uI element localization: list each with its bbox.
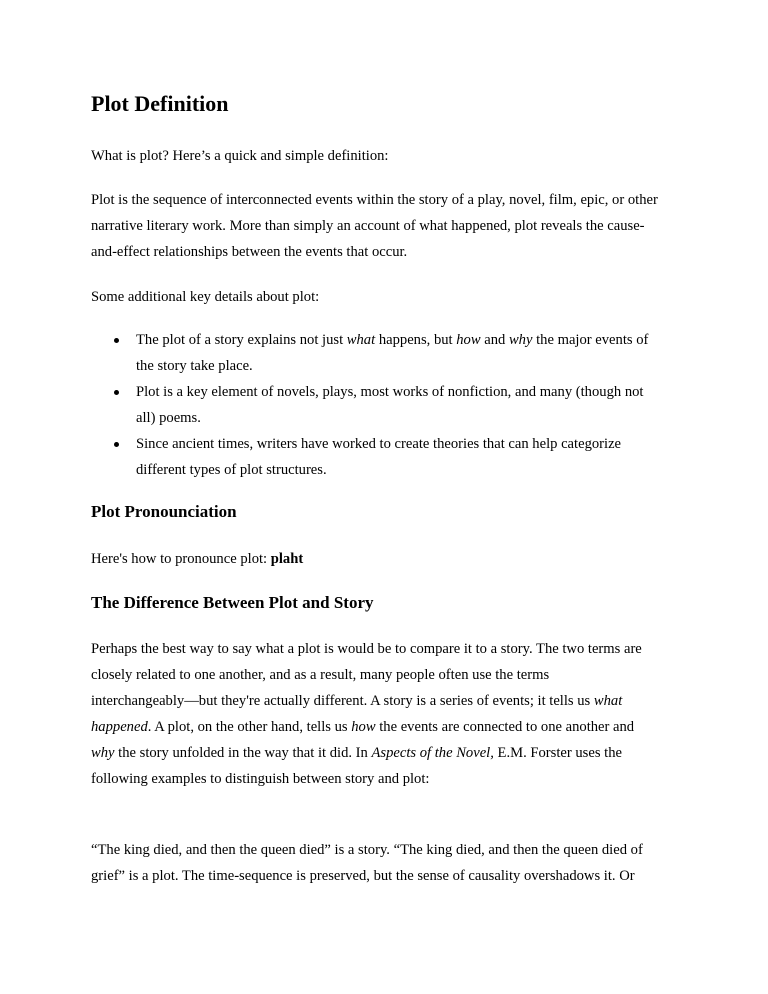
list-item-line: different types of plot structures.: [136, 462, 327, 478]
paragraph-line: grief” is a plot. The time-sequence is preserved, but the sense of causality overshadows it. Or: [91, 868, 635, 884]
list-item-line: the story take place.: [136, 358, 253, 374]
list-item: [91, 379, 681, 431]
list-item: [91, 327, 681, 379]
paragraph-line: closely related to one another, and as a result, many people often use the terms: [91, 667, 550, 683]
page-title: Plot Definition: [91, 91, 229, 116]
definition-line: Plot is the sequence of interconnected events within the story of a play, novel, film, epic, or other: [91, 192, 658, 208]
paragraph-line: why the story unfolded in the way that it did. In Aspects of the Novel, E.M. Forster uses the: [91, 745, 622, 761]
bullet-icon: [114, 390, 119, 395]
definition-paragraph: [91, 187, 681, 265]
list-item: [91, 431, 681, 483]
definition-line: narrative literary work. More than simply an account of what happened, plot reveals the cause-: [91, 218, 645, 234]
details-intro: Some additional key details about plot:: [91, 289, 320, 305]
list-item-line: Since ancient times, writers have worked to create theories that can help categorize: [136, 436, 622, 452]
paragraph-line: Perhaps the best way to say what a plot is would be to compare it to a story. The two terms are: [91, 641, 642, 657]
difference-heading: The Difference Between Plot and Story: [91, 593, 374, 612]
pronunciation-paragraph: Here's how to pronounce plot: plaht: [91, 551, 304, 567]
list-item-line: all) poems.: [136, 410, 201, 426]
key-details-list: [91, 327, 681, 483]
paragraph-line: interchangeably—but they're actually different. A story is a series of events; it tells us what: [91, 693, 623, 709]
definition-line: and-effect relationships between the events that occur.: [91, 244, 408, 260]
difference-paragraph: [91, 636, 681, 792]
pronunciation-word: plaht: [270, 551, 304, 567]
intro-paragraph: What is plot? Here’s a quick and simple definition:: [91, 148, 389, 164]
quote-paragraph: [91, 837, 681, 889]
list-item-line: The plot of a story explains not just what happens, but how and why the major events of: [136, 332, 649, 348]
pronunciation-heading: Plot Pronounciation: [91, 502, 237, 521]
paragraph-line: “The king died, and then the queen died” is a story. “The king died, and then the queen died of: [91, 842, 643, 858]
paragraph-line: following examples to distinguish between story and plot:: [91, 771, 430, 787]
bullet-icon: [114, 442, 119, 447]
list-item-line: Plot is a key element of novels, plays, most works of nonfiction, and many (though not: [136, 384, 644, 400]
paragraph-line: happened. A plot, on the other hand, tells us how the events are connected to one another and: [91, 719, 635, 735]
bullet-icon: [114, 338, 119, 343]
